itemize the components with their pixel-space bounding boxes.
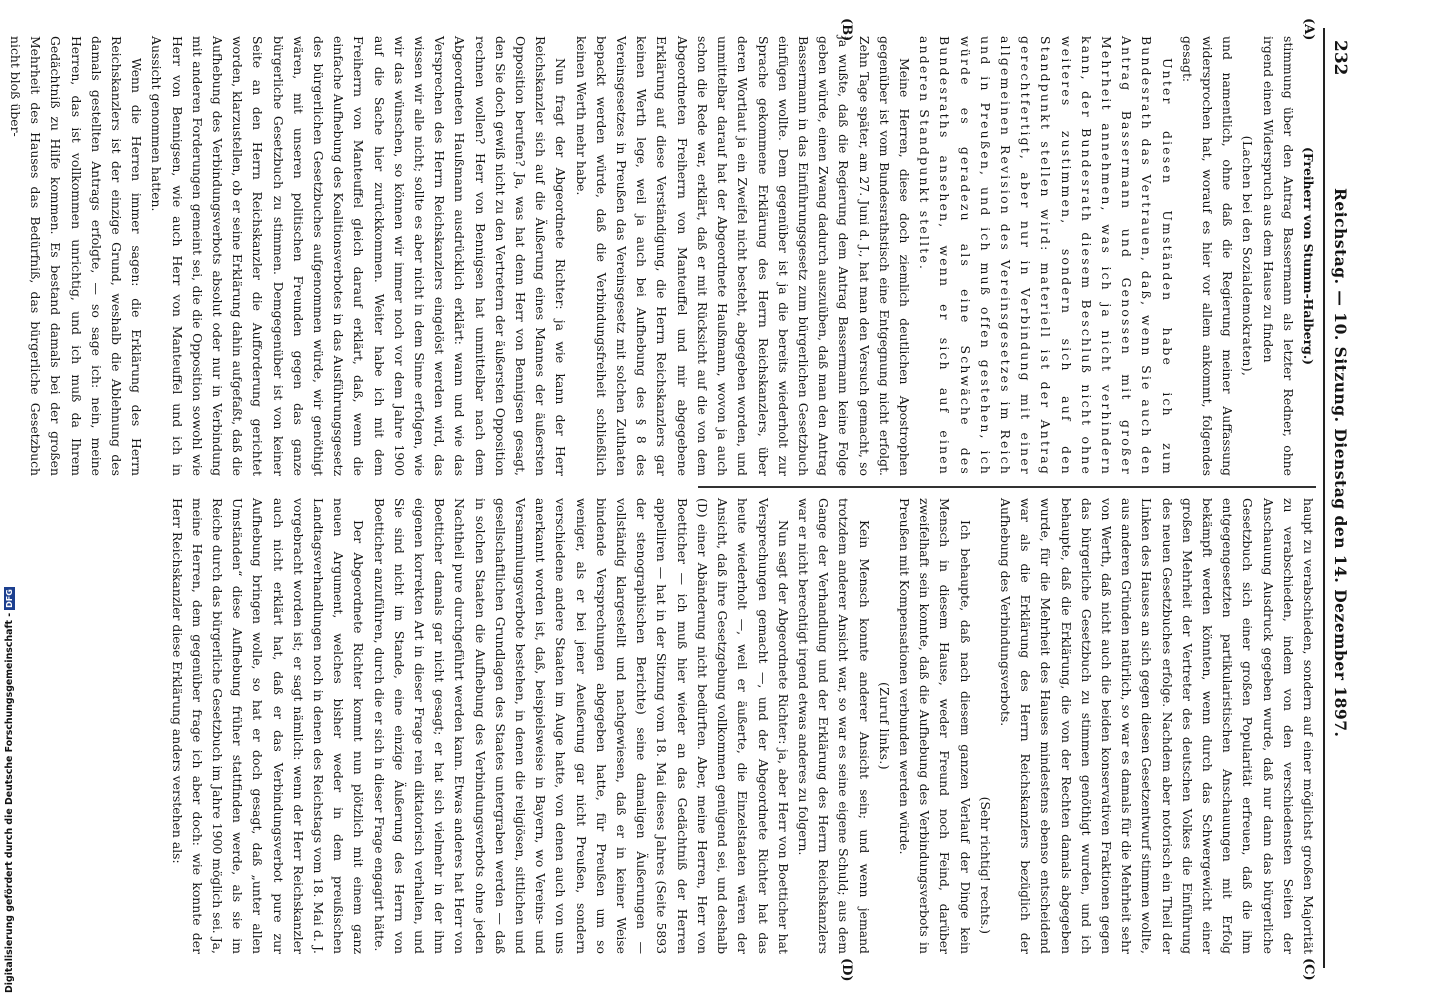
quoted-paragraph: Unter diesen Umständen habe ich zum Bundesrath das Vertrauen, daß, wenn Sie auch den Antrag Bassermann und Genossen mit großer Mehrheit annehmen, was ich ja nicht verhindern kann, der Bundesrath diesem Beschluß nicht ohne weiteres zustimmen, sondern sich auf den Standpunkt stellen wird: materiell ist der Antrag gerechtfertigt, aber nur in Verbindung mit einer allgemeinen Revision des Vereinsgesetzes im Reich und in Preußen, und ich muß offen gestehen, ich würde es geradezu als eine Schwäche des Bundesraths ansehen, wenn er sich auf einen anderen Standpunkt stellte. bbox=[917, 36, 1175, 476]
text-column-right bbox=[169, 498, 1318, 954]
digitization-credit bbox=[4, 433, 18, 993]
paragraph: Ich behaupte, daß nach diesem ganzen Verlauf der Dinge kein Mensch in diesem Hause, weder Freund noch Feind, darüber zweifelhaft sein konnte, daß die Aufhebung des Verbindungsverbots in Preußen mit Kompensationen verbunden werden würde. bbox=[896, 498, 973, 954]
paragraph: stimmung über den Antrag Bassermann als letzter Redner, ohne irgend einen Widerspruch aus dem Hause zu finden bbox=[1260, 36, 1296, 476]
interjection: (Lachen bei den Sozialdemokraten), bbox=[1240, 135, 1256, 377]
running-title: Reichstag. — 10. Sitzung. Dienstag den 14. Dezember 1897. bbox=[1331, 188, 1350, 738]
dfg-logo-icon: DFG bbox=[5, 589, 14, 608]
margin-marker-a: (A) bbox=[1301, 18, 1316, 41]
interjection: (Zuruf links.) bbox=[876, 682, 892, 770]
column-divider bbox=[698, 486, 1316, 488]
running-head bbox=[1324, 28, 1352, 968]
margin-marker-b: (B) bbox=[839, 18, 854, 42]
header-rule bbox=[1323, 28, 1325, 968]
paragraph: Nun sagt der Abgeordnete Richter: ja, aber Herr von Boetticher hat Versprechungen gemacht —, und der Abgeordnete Richter hat das heute wiederholt —, weil er äußerte, die Einzelstaaten wären der Ansicht, daß ihre Gesetzgebung vollkommen genügend sei, und deshalb (D) einer Abänderung nicht bedürften. Aber, meine Herren, Herr von Boetticher — ich muß hier wieder an das Gedächtniß der Herren appelliren — hat in der Sitzung vom 18. Mai dieses Jahres (Seite 5893 der stenographischen Berichte) seine damaligen Äußerungen — vollständig klargestellt und nachgewiesen, daß er in keiner Weise bindende Versprechungen abgegeben hatte, für Preußen um so weniger, als er bei jener Aeußerung gar nicht Preußen, sondern verschiedene andere Staaten im Auge hatte, von denen auch von uns anerkannt worden ist, daß, beispielsweise in Bayern, wo Vereins- und Versammlungsverbote bestehen, in denen die religiösen, sittlichen und gesellschaftlichen Grundlagen des Staates untergraben werden — daß in solchen Staaten die Aufhebung des Verbindungsverbots ohne jeden Nachtheil pure durchgeführt werden kann. Etwas anderes hat Herr von Boetticher damals gar nicht gesagt; er hat sich vielmehr in der ihm eigenen korrekten Art in dieser Frage rein diktatorisch verhalten, und Sie sind nicht im Stande, eine einzige Äußerung des Herrn von Boetticher anzuführen, durch die er sich in dieser Frage engagirt hätte. bbox=[371, 498, 791, 954]
paragraph: Meine Herren, diese doch ziemlich deutlichen Apostrophen gegenüber ist vom Bundesrathstisch eine Entgegnung nicht erfolgt. Zehn Tage später, am 27. Juni d. J., hat man den Versuch gemacht, so ja wußte, daß die Regierung dem Antrag Bassermann keine Folge geben würde, einen Zwang dadurch auszuüben, daß man den Antrag Bassermann in das Einführungsgesetz zum bürgerlichen Gesetzbuch einfügen wollte. Dem gegenüber ist ja die bereits wiederholt zur Sprache gekommene Erklärung des Herrn Reichskanzlers, über deren Wortlaut ja ein Zweifel nicht besteht, abgegeben worden, und unmittelbar darauf hat der Abgeordnete Haußmann, wovon ja auch schon die Rede war, erklärt, daß er mit Rücksicht auf die von dem Abgeordneten Freiherrn von Manteuffel und mir abgegebene Erklärung auf diese Verständigung, die Herrn Reichskanzlers gar keinen Werth lege, weil ja auch bei Aufhebung des § 8 des Vereinsgesetzes in Preußen das Vereinsgesetz mit solchen Zuthaten bepackt werden würde, daß die Verbindungsfreiheit schließlich keinen Werth mehr habe. bbox=[573, 36, 912, 476]
margin-marker-d: (D) bbox=[839, 958, 854, 982]
paragraph: Nun fragt der Abgeordnete Richter: ja wie kann der Herr Reichskanzler sich auf die Äußerung eines Mannes der äußersten Opposition berufen? Ja, was hat denn Herr von Bennigsen gesagt, den Sie doch gewiß nicht zu den Vertretern der äußersten Opposition rechnen wollen? Herr von Bennigsen hat unmittelbar nach dem Abgeordneten Haußmann ausdrücklich erklärt: wann und wie das Versprechen des Herrn Reichskanzlers eingelöst werden wird, das wissen wir alle nicht; sollte es aber nicht in dem Sinne erfolgen, wie wir das wünschen, so können wir immer noch vor dem Jahre 1900 auf die Sache hier zurückkommen. Weiter habe ich mit dem Freiherrn von Manteuffel gleich darauf erklärt, daß, wenn die einfache Aufhebung des Koalitionsverbotes in das Ausführungsgesetz des bürgerlichen Gesetzbuches aufgenommen würde, wir genöthigt wären, mit unseren politischen Freunden gegen das ganze bürgerliche Gesetzbuch zu stimmen. Demgegenüber ist von keiner Seite an den Herrn Reichskanzler die Aufforderung gerichtet worden, klarzustellen, ob er seine Erklärung dahin aufgefaßt, daß die Aufhebung des Verbindungsverbots absolut oder nur in Verbindung mit anderen Forderungen gemeint sei, die die Opposition sowohl wie Herr von Bennigsen, wie auch Herr von Manteuffel und ich in Aussicht genommen hatten. bbox=[149, 36, 569, 476]
page-number: 232 bbox=[1330, 40, 1350, 76]
paragraph: Wenn die Herren immer sagen: die Erklärung des Herrn Reichskanzlers ist der einzige Grund, weshalb die Ablehnung des damals gestellten Antrags erfolgte, — so sage ich: nein, meine Herren, das ist vollkommen unrichtig, und ich muß da Ihrem Gedächtniß zu Hilfe kommen. Es bestand damals bei der großen Mehrheit des Hauses das Bedürfniß, das bürgerliche Gesetzbuch nicht bloß über- bbox=[8, 36, 145, 476]
interjection: (Sehr richtig! rechts.) bbox=[977, 796, 993, 934]
credit-text: Digitalisierung gefördert durch die Deutsche Forschungsgemeinschaft - bbox=[4, 612, 15, 993]
paragraph: Der Abgeordnete Richter kommt nun plötzlich mit einem ganz neuen Argument, welches bisher weder in dem preußischen Landtagsverhandlungen noch in denen des Reichstags vom 18. Mai d. J. vorgebracht worden ist; er sagt nämlich: wenn der Herr Reichskanzler auch nicht erklärt hat, daß er das Verbindungsverbot pure zur Aufhebung bringen wolle, so hat er doch gesagt, daß „unter allen Umständen“ diese Aufhebung früher stattfinden werde, als sie im Reiche durch das bürgerliche Gesetzbuch im Jahre 1900 möglich sei. Ja, meine Herren, dem gegenüber frage ich aber doch: wie konnte der Herr Reichskanzler diese Erklärung anders verstehen als: bbox=[169, 498, 367, 954]
speaker-line: (Freiherr von Stumm-Halberg.) bbox=[1301, 146, 1316, 365]
margin-marker-c: (C) bbox=[1301, 958, 1316, 981]
paragraph: und namentlich, ohne daß die Regierung meiner Auffassung widersprochen hat, worauf es hier vor allem ankommt, folgendes gesagt: bbox=[1179, 36, 1236, 476]
paragraph: Kein Mensch konnte anderer Ansicht sein; und wenn jemand trotzdem anderer Ansicht war, so war es seine eigene Schuld; aus dem Gange der Verhandlung und der Erklärung des Herrn Reichskanzlers war er nicht berechtigt irgend etwas anderes zu folgern. bbox=[795, 498, 872, 954]
paragraph: haupt zu verabschieden, sondern auf einer möglichst großen Majorität zu verabschieden, indem von den verschiedensten Seiten der Anschauung Ausdruck gegeben wurde, daß nur dann das bürgerliche Gesetzbuch sich einer großen Popularität erfreuen, daß die ihm entgegengesetzten partikularistischen Anschauungen mit Erfolg bekämpft werden könnten, wenn durch das Schwergewicht einer großen Mehrheit der Vertreter des deutschen Volkes die Einführung des neuen Gesetzbuches erfolge. Nachdem aber notorisch ein Theil der Linken des Hauses an sich gegen diesen Gesetzentwurf stimmen wollte, aus anderen Gründen natürlich, so war es damals für die Mehrheit sehr von Werth, daß nicht auch die beiden konservativen Fraktionen gegen das bürgerliche Gesetzbuch zu stimmen genöthigt wurden, und ich behaupte, daß die Erklärung, die von der Rechten damals abgegeben wurde, für die Mehrheit des Hauses mindestens ebenso entscheidend war als die Erklärung des Herrn Reichskanzlers bezüglich der Aufhebung des Verbindungsverbots. bbox=[997, 498, 1316, 954]
text-column-left bbox=[8, 36, 1318, 476]
